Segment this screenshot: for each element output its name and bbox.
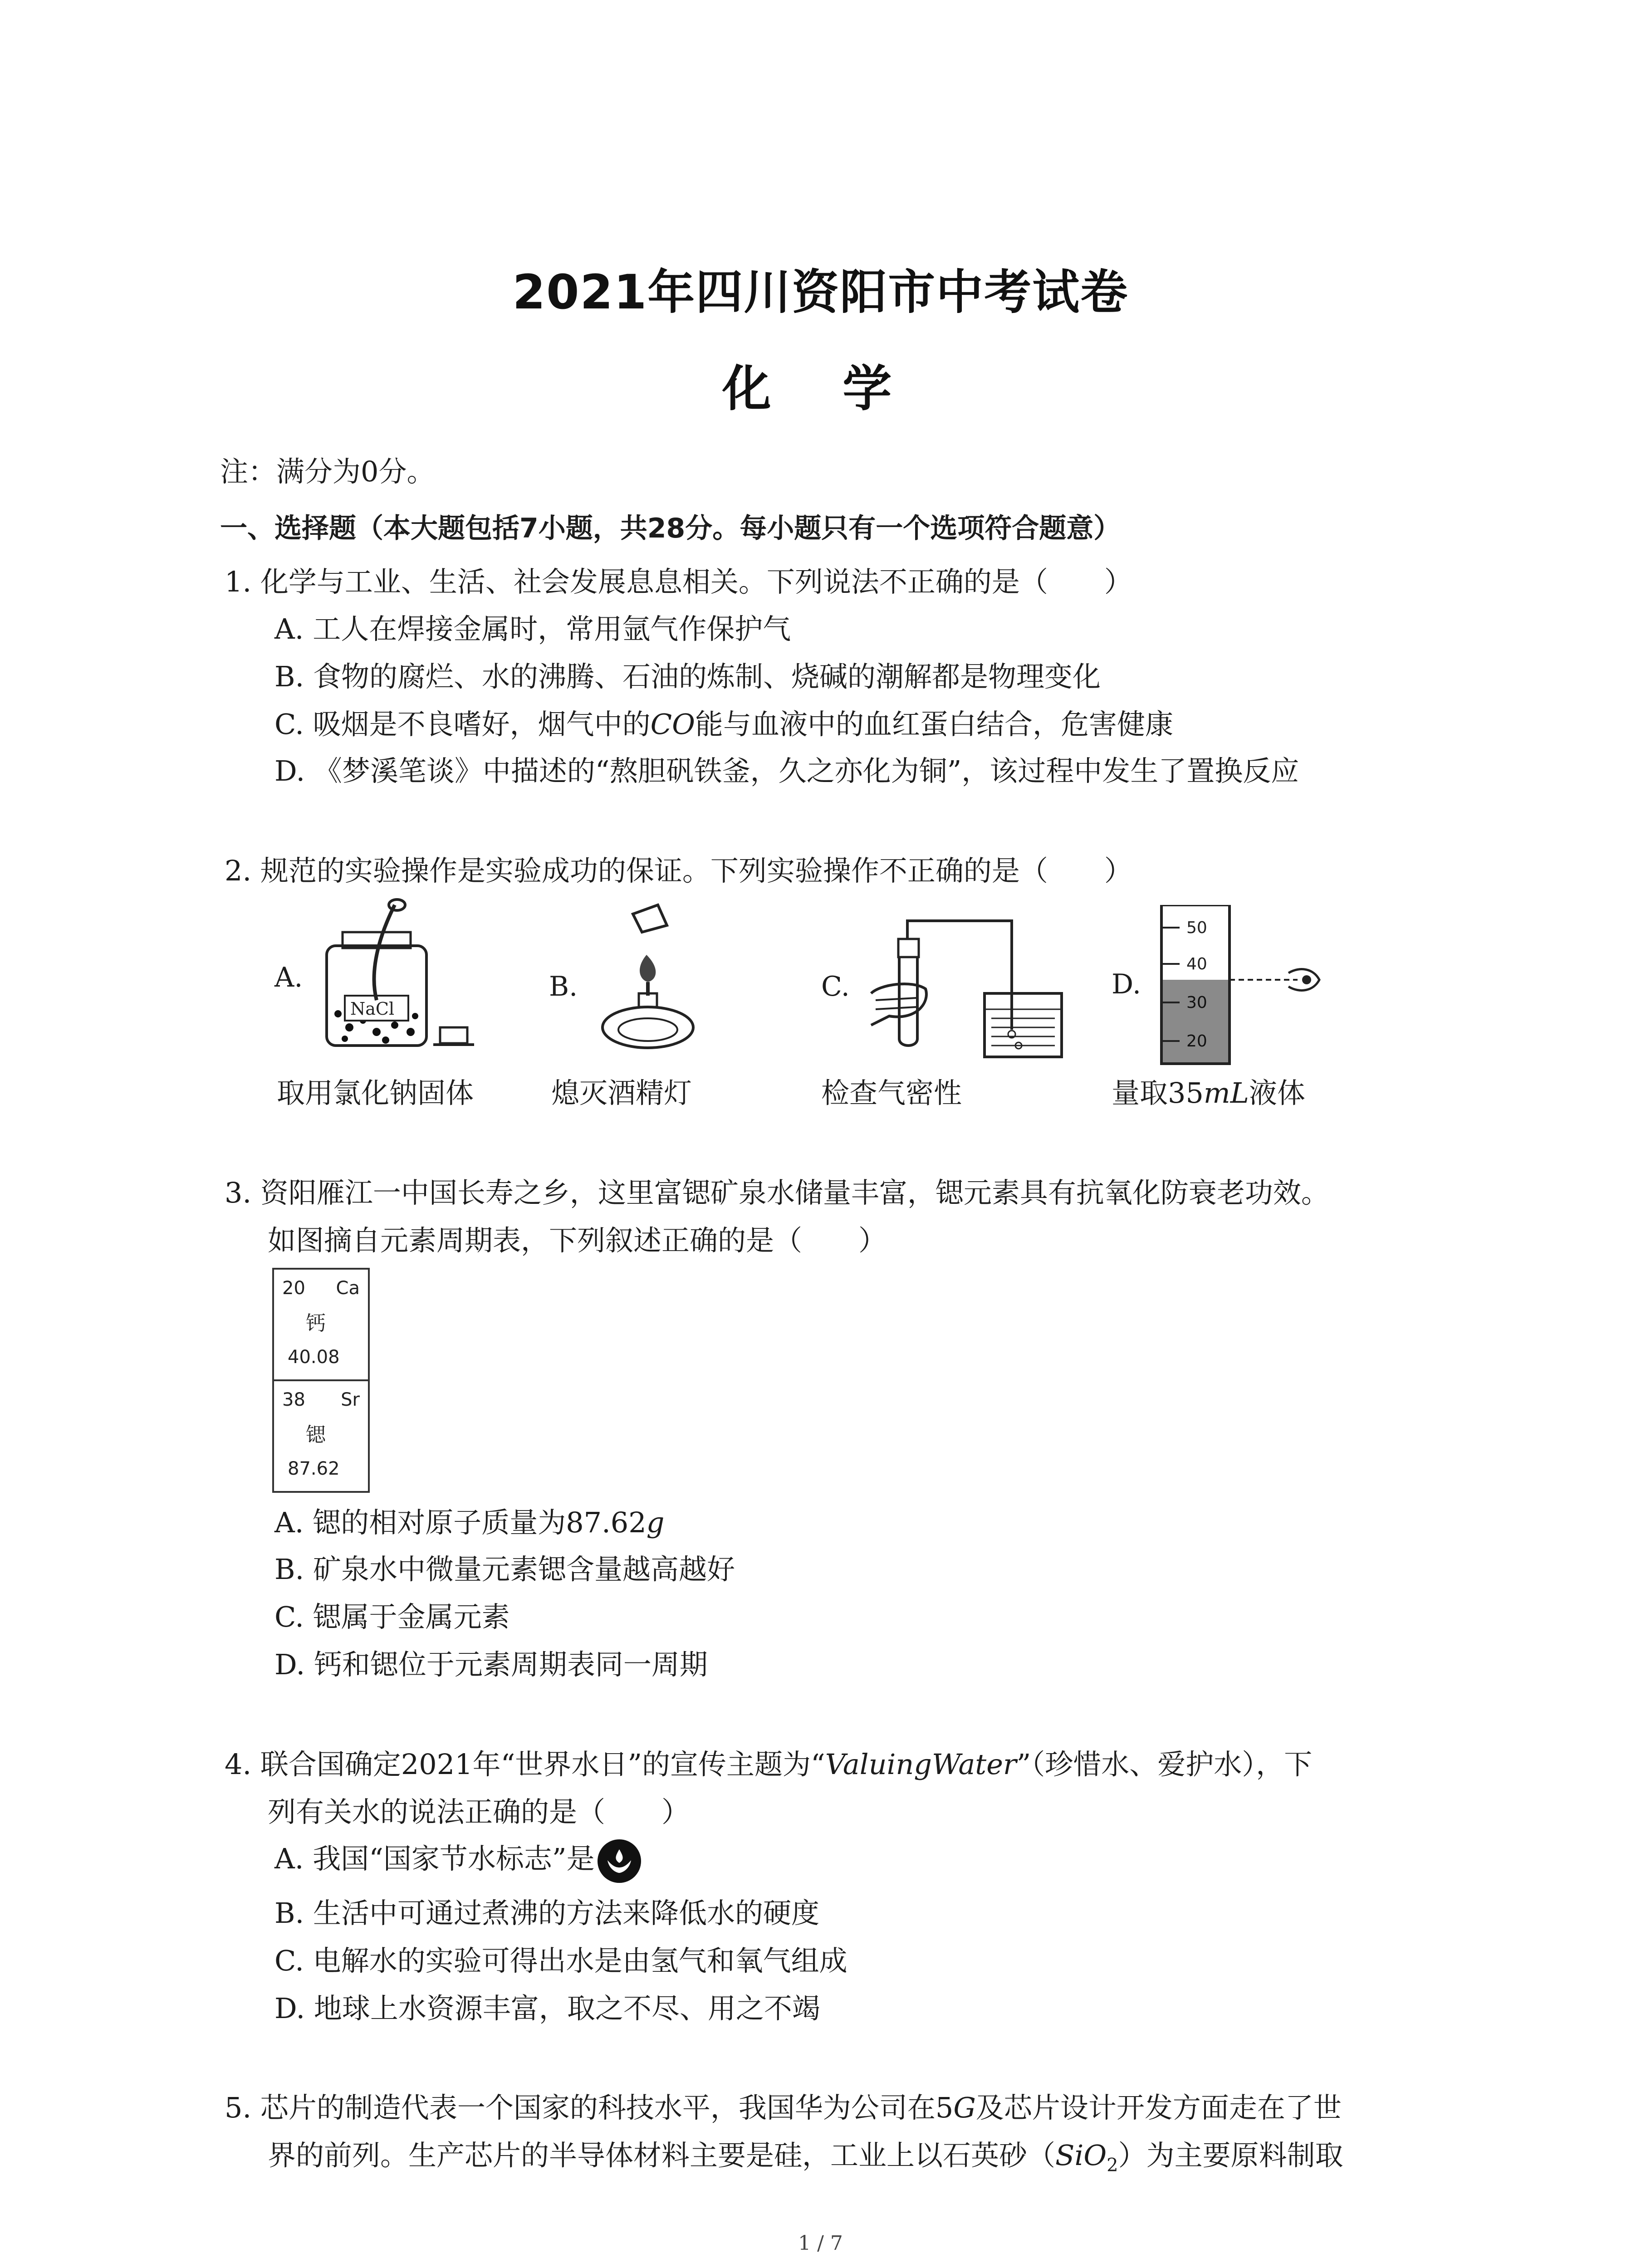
q2-option-c-caption: 检查气密性 — [821, 1076, 962, 1110]
q1-option-c-pre: C. 吸烟是不良嗜好，烟气中的 — [274, 708, 651, 741]
q1-option-d: D. 《梦溪笔谈》中描述的“熬胆矾铁釜，久之亦化为铜”，该过程中发生了置换反应 — [274, 754, 1299, 787]
strontium-number: 38 — [282, 1389, 305, 1410]
q4-stem-line1 — [225, 1746, 1312, 1783]
calcium-symbol: Ca — [336, 1278, 360, 1299]
nacl-label-text: NaCl — [350, 999, 395, 1019]
q2-option-d-caption — [1112, 1070, 1305, 1111]
q1-stem: 1. 化学与工业、生活、社会发展息息相关。下列说法不正确的是（ ） — [225, 565, 1132, 598]
q2-stem: 2. 规范的实验操作是实验成功的保证。下列实验操作不正确的是（ ） — [225, 854, 1132, 887]
strontium-mass: 87.62 — [288, 1458, 340, 1479]
nacl-jar-figure — [318, 896, 490, 1050]
q3-stem-line2: 如图摘自元素周期表，下列叙述正确的是（ ） — [268, 1224, 887, 1257]
q2-option-d-label: D. — [1112, 968, 1141, 1000]
calcium-mass: 40.08 — [288, 1347, 340, 1368]
element-cell-strontium — [272, 1379, 370, 1493]
q2-option-c-label: C. — [821, 971, 850, 1002]
graduated-cylinder-figure — [1152, 905, 1325, 1068]
q5-stem-line1 — [225, 2090, 1342, 2126]
water-saving-logo-icon — [598, 1839, 641, 1883]
exam-title: 2021年四川资阳市中考试卷 — [512, 264, 1129, 320]
q1-option-b: B. 食物的腐烂、水的沸腾、石油的炼制、烧碱的潮解都是物理变化 — [274, 660, 1101, 693]
strontium-name: 锶 — [306, 1423, 326, 1447]
cylinder-tick-50: 50 — [1186, 919, 1207, 937]
q3-option-a-unit: g — [646, 1506, 665, 1539]
q3-option-c: C. 锶属于金属元素 — [274, 1600, 510, 1633]
q2-option-d-caption-unit: mL — [1203, 1076, 1249, 1110]
q1-option-c-post: 能与血液中的血红蛋白结合，危害健康 — [695, 708, 1173, 741]
q4-option-a-text: A. 我国“国家节水标志”是 — [274, 1842, 595, 1876]
q4-option-c: C. 电解水的实验可得出水是由氢气和氧气组成 — [274, 1944, 847, 1977]
q4-option-a — [274, 1839, 641, 1883]
q4-stem-post: ”（珍惜水、爱护水），下 — [1016, 1748, 1313, 1781]
cylinder-tick-30: 30 — [1186, 993, 1207, 1012]
strontium-symbol: Sr — [341, 1389, 360, 1410]
cylinder-tick-20: 20 — [1186, 1032, 1207, 1051]
alcohol-lamp-figure — [590, 900, 708, 1055]
q1-option-c — [274, 706, 1173, 743]
q2-option-a-caption: 取用氯化钠固体 — [277, 1076, 474, 1110]
calcium-number: 20 — [282, 1278, 305, 1299]
q4-option-d: D. 地球上水资源丰富，取之不尽、用之不竭 — [274, 1992, 820, 2025]
q2-option-b-caption: 熄灭酒精灯 — [551, 1076, 692, 1110]
q4-stem-pre: 4. 联合国确定2021年“世界水日”的宣传主题为“ — [225, 1748, 825, 1781]
score-note: 注：满分为0分。 — [220, 455, 435, 488]
q4-stem-theme: ValuingWater — [825, 1748, 1017, 1781]
airtightness-figure — [862, 912, 1071, 1061]
q3-stem-line1: 3. 资阳雁江一中国长寿之乡，这里富锶矿泉水储量丰富，锶元素具有抗氧化防衰老功效。 — [225, 1176, 1329, 1209]
q5-stem2-pre: 界的前列。生产芯片的半导体材料主要是硅，工业上以石英砂（ — [268, 2139, 1056, 2172]
q3-option-a — [274, 1505, 664, 1541]
element-cell-calcium — [272, 1268, 370, 1381]
q5-stem1-5g: G — [953, 2091, 976, 2124]
q5-stem1-post: 及芯片设计开发方面走在了世 — [975, 2091, 1342, 2124]
q2-option-a-label: A. — [274, 962, 303, 993]
q2-option-b-label: B. — [549, 971, 578, 1002]
cylinder-tick-40: 40 — [1186, 955, 1207, 973]
q4-stem-line2: 列有关水的说法正确的是（ ） — [268, 1795, 690, 1828]
q5-stem-line2 — [268, 2137, 1343, 2183]
q3-option-b: B. 矿泉水中微量元素锶含量越高越好 — [274, 1553, 735, 1586]
q5-stem2-formula: SiO — [1055, 2139, 1107, 2172]
q5-stem2-subscript: 2 — [1107, 2155, 1118, 2176]
q2-option-d-caption-post: 液体 — [1249, 1076, 1305, 1110]
q3-option-d: D. 钙和锶位于元素周期表同一周期 — [274, 1648, 708, 1681]
section-heading: 一、选择题（本大题包括7小题，共28分。每小题只有一个选项符合题意） — [220, 513, 1121, 544]
q2-option-d-caption-pre: 量取35 — [1112, 1076, 1204, 1110]
q1-option-c-formula: CO — [650, 708, 695, 741]
page-number: 1 / 7 — [798, 2232, 843, 2255]
q1-option-a: A. 工人在焊接金属时，常用氩气作保护气 — [274, 612, 791, 645]
calcium-name: 钙 — [306, 1312, 326, 1335]
q3-option-a-pre: A. 锶的相对原子质量为87.62 — [274, 1506, 647, 1539]
q5-stem1-pre: 5. 芯片的制造代表一个国家的科技水平，我国华为公司在5 — [225, 2091, 954, 2124]
q4-option-b: B. 生活中可通过煮沸的方法来降低水的硬度 — [274, 1897, 819, 1930]
q5-stem2-post: ）为主要原料制取 — [1118, 2139, 1343, 2172]
subject-title: 化 学 — [722, 361, 919, 417]
